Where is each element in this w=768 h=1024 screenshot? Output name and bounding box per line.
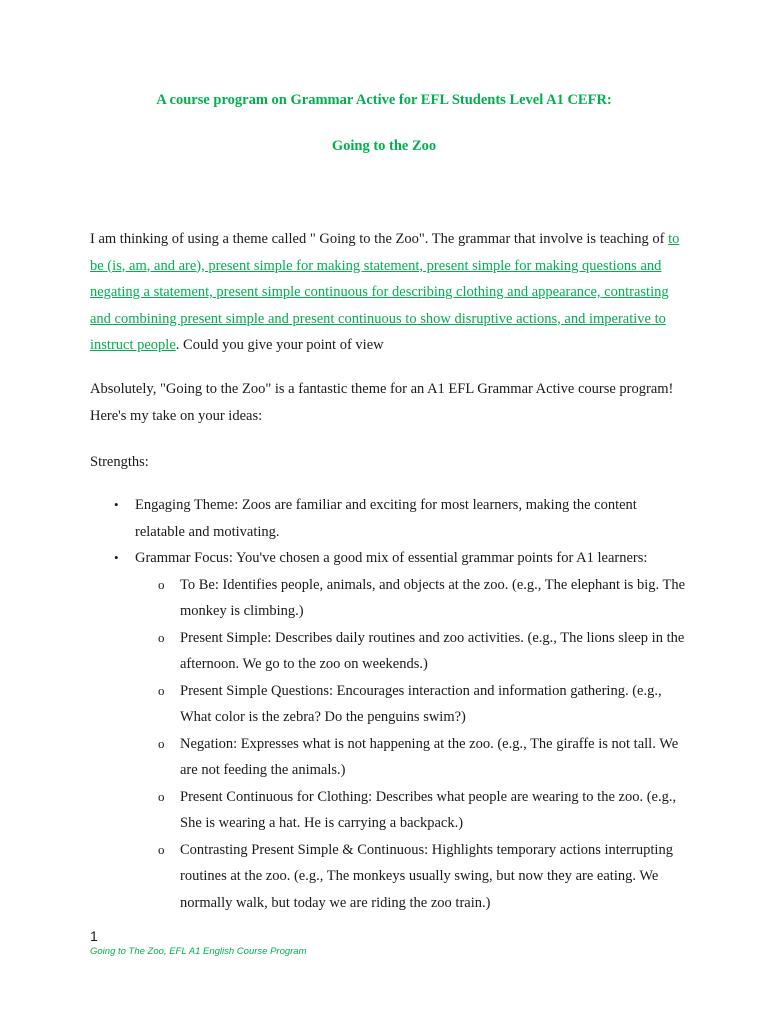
- page-number: 1: [90, 928, 98, 944]
- list-item-text: Engaging Theme: Zoos are familiar and exciting for most learners, making the content relatable and motivating.: [135, 497, 637, 540]
- intro-text-before: I am thinking of using a theme called " Going to the Zoo". The grammar that involve is teaching of: [90, 231, 669, 247]
- bullet-icon: •: [114, 550, 119, 565]
- sub-list-item-text: Present Continuous for Clothing: Describes what people are wearing to the zoo. (e.g., She is wearing a hat. He is carrying a backpack.): [180, 788, 677, 831]
- sub-list-item-text: Negation: Expresses what is not happening at the zoo. (e.g., The giraffe is not tall. We are not feeding the animals.): [180, 735, 679, 778]
- sub-list-item: [135, 784, 690, 837]
- sub-list-item-text: Present Simple: Describes daily routines and zoo activities. (e.g., The lions sleep in the afternoon. We go to the zoo on weekends.): [180, 629, 685, 672]
- sub-bullet-icon: o: [158, 841, 165, 857]
- sub-bullet-icon: o: [158, 629, 165, 645]
- sub-list-item-text: Contrasting Present Simple & Continuous: Highlights temporary actions interrupting routines at the zoo. (e.g., The monkeys usually swing, but now they are eating. We normally walk, but today we are riding the zoo train.): [180, 841, 673, 911]
- sub-bullet-icon: o: [158, 735, 165, 751]
- grammar-list-highlight: to be (is, am, and are), present simple for making statement, present simple for making questions and negating a statement, present simple continuous for describing clothing and appearance, contrasting and combining present simple and present continuous to show disruptive actions, and imperative to instruct people: [90, 231, 680, 353]
- document-subtitle: Going to the Zoo: [331, 138, 437, 154]
- list-item-text: Grammar Focus: You've chosen a good mix of essential grammar points for A1 learners:: [135, 550, 648, 566]
- page-footer: Going to The Zoo, EFL A1 English Course Program: [90, 946, 307, 957]
- intro-text-after: . Could you give your point of view: [175, 337, 384, 353]
- sub-list-item: [135, 678, 690, 731]
- grammar-focus-sublist: [135, 572, 690, 917]
- sub-list-item: [135, 572, 690, 625]
- list-item: [90, 492, 690, 545]
- sub-list-item-text: Present Simple Questions: Encourages interaction and information gathering. (e.g., What color is the zebra? Do the penguins swim?): [180, 682, 662, 725]
- sub-bullet-icon: o: [158, 682, 165, 698]
- bullet-icon: •: [114, 497, 119, 512]
- intro-paragraph: [90, 226, 690, 359]
- response-paragraph: Absolutely, "Going to the Zoo" is a fantastic theme for an A1 EFL Grammar Active course program! Here's my take on your ideas:: [90, 381, 674, 424]
- sub-bullet-icon: o: [158, 576, 165, 592]
- document-title: A course program on Grammar Active for EFL Students Level A1 CEFR:: [156, 92, 612, 108]
- strengths-heading: Strengths:: [90, 454, 149, 470]
- sub-list-item: [135, 625, 690, 678]
- strengths-list: [90, 492, 690, 916]
- sub-list-item-text: To Be: Identifies people, animals, and objects at the zoo. (e.g., The elephant is big. The monkey is climbing.): [180, 576, 686, 619]
- list-item: [90, 545, 690, 916]
- sub-list-item: [135, 731, 690, 784]
- sub-bullet-icon: o: [158, 788, 165, 804]
- sub-list-item: [135, 837, 690, 917]
